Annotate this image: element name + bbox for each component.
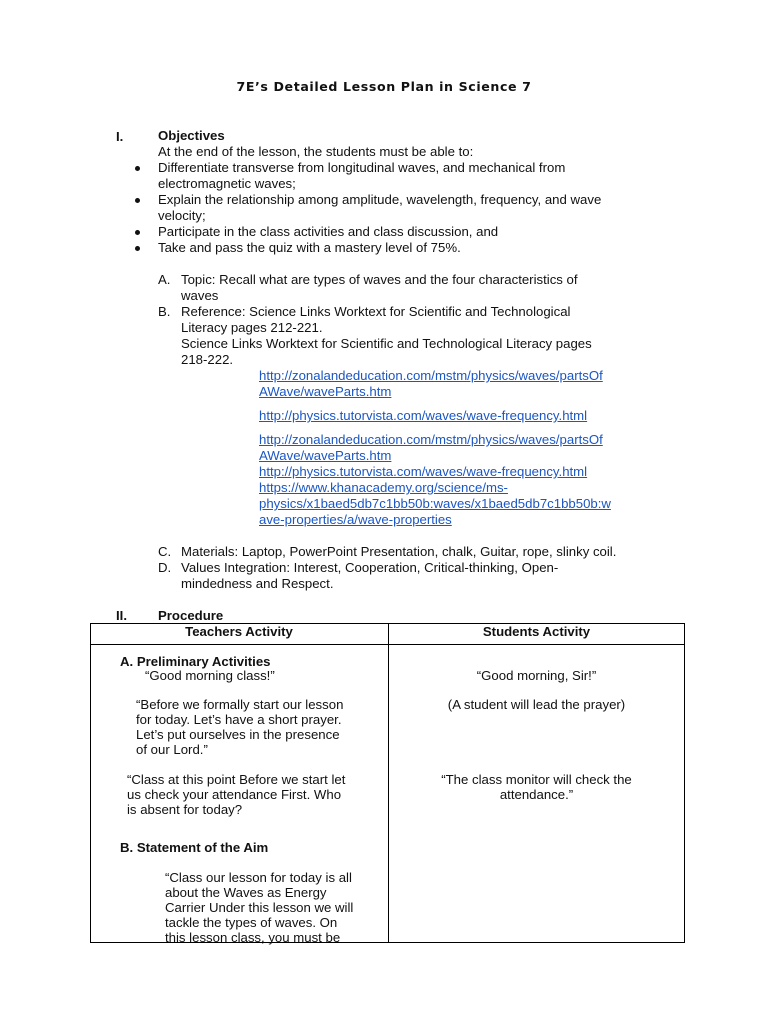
bullet-marker [135,246,140,251]
teacher-line: about the Waves as Energy [165,885,327,900]
table-header-divider [90,644,685,645]
reference-link[interactable]: http://zonalandeducation.com/mstm/physics/waves/partsOf [259,368,603,383]
reference-link[interactable]: ave-properties/a/wave-properties [259,512,452,527]
teacher-line: “Class at this point Before we start let [127,772,346,787]
reference-line: Science Links Worktext for Scientific and Technological Literacy pages [181,336,592,351]
teacher-line: “Class our lesson for today is all [165,870,352,885]
topic-line: Topic: Recall what are types of waves and the four characteristics of [181,272,578,287]
values-line: mindedness and Respect. [181,576,334,591]
student-line: “Good morning, Sir!” [476,668,597,683]
procedure-heading: Procedure [158,608,224,623]
teacher-line: this lesson class, you must be [165,930,341,945]
teacher-line: is absent for today? [127,802,243,817]
section-number-i: I. [116,129,124,144]
objectives-intro: At the end of the lesson, the students must be able to: [158,144,474,159]
reference-line: Reference: Science Links Worktext for Scientific and Technological [181,304,571,319]
teacher-line: of our Lord.” [136,742,208,757]
objectives-heading: Objectives [158,128,225,143]
objective-bullet-line: Participate in the class activities and class discussion, and [158,224,499,239]
teacher-line: us check your attendance First. Who [127,787,342,802]
preliminary-activities-heading: A. Preliminary Activities [120,654,271,669]
reference-link[interactable]: http://physics.tutorvista.com/waves/wave-frequency.html [259,464,588,479]
teacher-line: “Good morning class!” [145,668,275,683]
item-letter-b: B. [158,304,171,319]
reference-link[interactable]: https://www.khanacademy.org/science/ms- [259,480,508,495]
teacher-line: “Before we formally start our lesson [136,697,344,712]
student-line: (A student will lead the prayer) [447,697,626,712]
item-letter-c: C. [158,544,172,559]
statement-of-aim-heading: B. Statement of the Aim [120,840,269,855]
reference-line: Literacy pages 212-221. [181,320,323,335]
bullet-marker [135,198,140,203]
reference-line: 218-222. [181,352,234,367]
reference-link[interactable]: AWave/waveParts.htm [259,384,392,399]
table-header-students: Students Activity [482,624,591,639]
reference-link[interactable]: physics/x1baed5db7c1bb50b:waves/x1baed5db7c1bb50b:w [259,496,611,511]
document-title: 7E’s Detailed Lesson Plan in Science 7 [236,79,532,94]
teacher-line: tackle the types of waves. On [165,915,338,930]
bullet-marker [135,166,140,171]
values-line: Values Integration: Interest, Cooperation, Critical-thinking, Open- [181,560,559,575]
table-header-teachers: Teachers Activity [185,624,293,639]
reference-link[interactable]: http://physics.tutorvista.com/waves/wave-frequency.html [259,408,588,423]
reference-link[interactable]: http://zonalandeducation.com/mstm/physics/waves/partsOf [259,432,603,447]
objective-bullet-line: electromagnetic waves; [158,176,296,191]
objective-bullet-line: Explain the relationship among amplitude, wavelength, frequency, and wave [158,192,602,207]
topic-line: waves [181,288,219,303]
bullet-marker [135,230,140,235]
reference-link[interactable]: AWave/waveParts.htm [259,448,392,463]
materials-line: Materials: Laptop, PowerPoint Presentation, chalk, Guitar, rope, slinky coil. [181,544,617,559]
objective-bullet-line: Differentiate transverse from longitudinal waves, and mechanical from [158,160,566,175]
item-letter-d: D. [158,560,172,575]
section-number-ii: II. [116,608,127,623]
teacher-line: Let’s put ourselves in the presence [136,727,340,742]
objective-bullet-line: velocity; [158,208,206,223]
teacher-line: Carrier Under this lesson we will [165,900,354,915]
objective-bullet-line: Take and pass the quiz with a mastery level of 75%. [158,240,461,255]
teacher-line: for today. Let’s have a short prayer. [136,712,342,727]
student-line: “The class monitor will check the [441,772,632,787]
student-line: attendance.” [499,787,574,802]
item-letter-a: A. [158,272,171,287]
